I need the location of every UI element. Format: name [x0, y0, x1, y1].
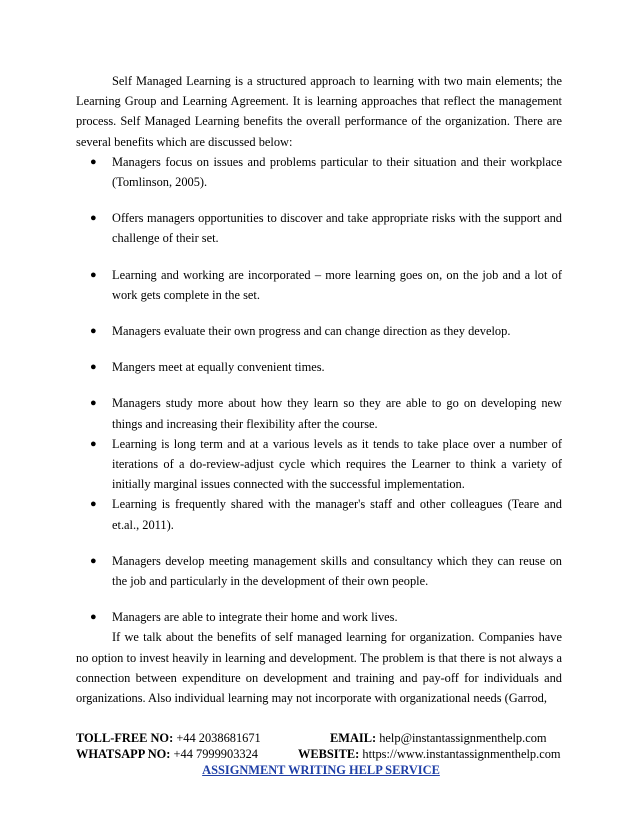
list-item	[76, 208, 562, 248]
bullet-icon: ●	[90, 155, 97, 168]
list-item	[76, 357, 562, 377]
bullet-icon: ●	[90, 361, 97, 374]
whatsapp-label: WHATSAPP NO:	[76, 747, 171, 761]
service-link[interactable]: ASSIGNMENT WRITING HELP SERVICE	[202, 763, 440, 777]
list-item-text: Offers managers opportunities to discover and take appropriate risks with the support and challenge of their set.	[112, 211, 562, 246]
list-item-text: Learning is long term and at a various levels as it tends to take place over a number of iterations of a do-review-adjust cycle which requires the Learner to think a variety of initially marginal issues connected with the successful implementation.	[112, 436, 562, 492]
tollfree-number[interactable]: +44 2038681671	[176, 731, 261, 745]
document-body	[76, 71, 562, 708]
list-item-text: Managers focus on issues and problems particular to their situation and their workplace (Tomlinson, 2005).	[112, 154, 562, 190]
email-label: EMAIL:	[330, 731, 377, 745]
list-item-text: Managers study more about how they learn so they are able to go on developing new things and increasing their flexibility after the course.	[112, 396, 562, 431]
footer-row-1	[76, 730, 566, 746]
bullet-icon: ●	[90, 498, 97, 511]
list-item-text: Managers are able to integrate their home and work lives.	[112, 610, 398, 625]
list-item	[76, 551, 562, 591]
website-url[interactable]: https://www.instantassignmenthelp.com	[362, 747, 561, 761]
benefits-list	[76, 152, 562, 628]
contact-footer	[76, 730, 566, 777]
bullet-icon: ●	[90, 397, 97, 410]
list-item	[76, 434, 562, 495]
list-item-text: Managers evaluate their own progress and can change direction as they develop.	[112, 324, 511, 339]
bullet-icon: ●	[90, 437, 97, 450]
footer-row-2	[76, 746, 566, 762]
tollfree-info	[76, 730, 261, 746]
bullet-icon: ●	[90, 554, 97, 567]
list-item-text: Mangers meet at equally convenient times.	[112, 360, 325, 375]
email-info	[330, 730, 547, 746]
bullet-icon: ●	[90, 212, 97, 225]
email-address[interactable]: help@instantassignmenthelp.com	[379, 731, 547, 745]
bullet-icon: ●	[90, 611, 97, 624]
bullet-icon: ●	[90, 325, 97, 338]
list-item-text: Learning is frequently shared with the manager's staff and other colleagues (Teare and et.al., 2011).	[112, 497, 562, 532]
whatsapp-number[interactable]: +44 7999903324	[173, 747, 258, 761]
list-item-text: Managers develop meeting management skills and consultancy which they can reuse on the job and particularly in the development of their own people.	[112, 553, 562, 589]
list-item-text: Learning and working are incorporated – more learning goes on, on the job and a lot of work gets complete in the set.	[112, 267, 562, 302]
list-item	[76, 265, 562, 305]
bullet-icon: ●	[90, 268, 97, 281]
list-item	[76, 393, 562, 433]
whatsapp-info	[76, 746, 258, 762]
list-item	[76, 321, 562, 341]
website-label: WEBSITE:	[298, 747, 360, 761]
intro-paragraph: Self Managed Learning is a structured approach to learning with two main elements; the Learning Group and Learning Agreement. It is learning approaches that reflect the management process. Self Managed Learning benefits the overall performance of the organization. There are several benefits which are discussed below:	[76, 74, 562, 149]
list-item	[76, 152, 562, 192]
list-item	[76, 494, 562, 534]
tollfree-label: TOLL-FREE NO:	[76, 731, 174, 745]
list-item	[76, 607, 562, 627]
website-info	[298, 746, 561, 762]
closing-paragraph: If we talk about the benefits of self managed learning for organization. Companies have no option to invest heavily in learning and development. The problem is that there is not always a connection between expenditure on development and training and pay-off for individuals and organizations. Also individual learning may not incorporate with organizational needs (Garrod,	[76, 630, 562, 706]
